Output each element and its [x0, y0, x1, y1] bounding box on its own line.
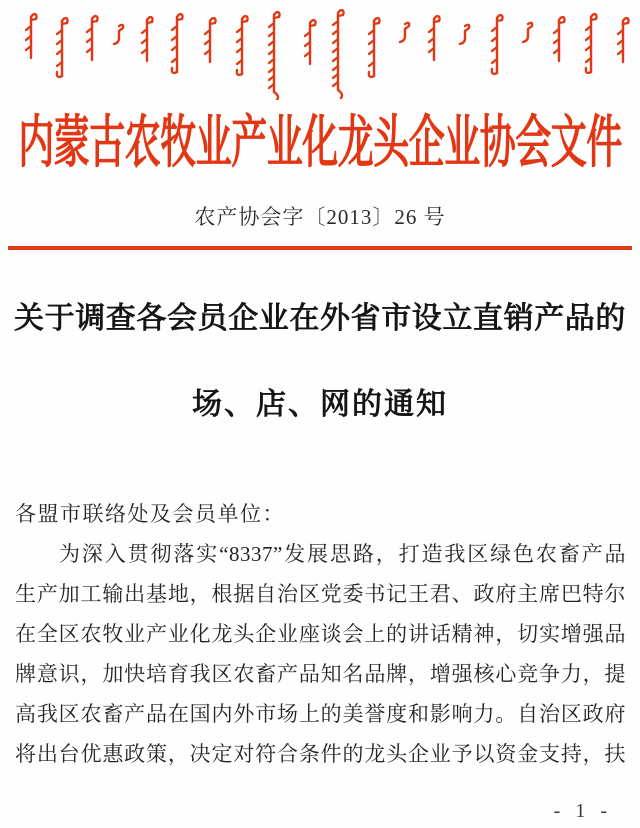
subject-title-line1: 关于调查各会员企业在外省市设立直销产品的	[14, 302, 626, 335]
mongolian-script-banner	[0, 6, 640, 100]
paragraph-line: 在全区农牧业产业化龙头企业座谈会上的讲话精神，切实增强品	[15, 622, 626, 646]
paragraph-line: 为深入贯彻落实“8337”发展思路，打造我区绿色农畜产品	[59, 542, 626, 566]
paragraph-line: 高我区农畜产品在国内外市场上的美誉度和影响力。自治区政府	[15, 702, 626, 726]
doc-number: 农产协会字〔2013〕26 号	[194, 205, 446, 229]
org-title: 内蒙古农牧业产业化龙头企业协会文件	[18, 110, 622, 174]
page-number: - 1 -	[553, 800, 612, 822]
salutation: 各盟市联络处及会员单位：	[15, 502, 285, 526]
red-divider	[8, 246, 632, 250]
paragraph-line: 牌意识，加快培育我区农畜产品知名品牌，增强核心竞争力，提	[15, 662, 626, 686]
body-text	[15, 494, 626, 774]
paragraph-line: 生产加工输出基地，根据自治区党委书记王君、政府主席巴特尔	[15, 582, 626, 606]
org-title-wrap	[0, 100, 640, 176]
paragraph-line: 将出台优惠政策，决定对符合条件的龙头企业予以资金支持，扶	[15, 742, 626, 766]
subject-title-line2: 场、店、网的通知	[192, 388, 448, 421]
subject-title	[0, 294, 640, 428]
